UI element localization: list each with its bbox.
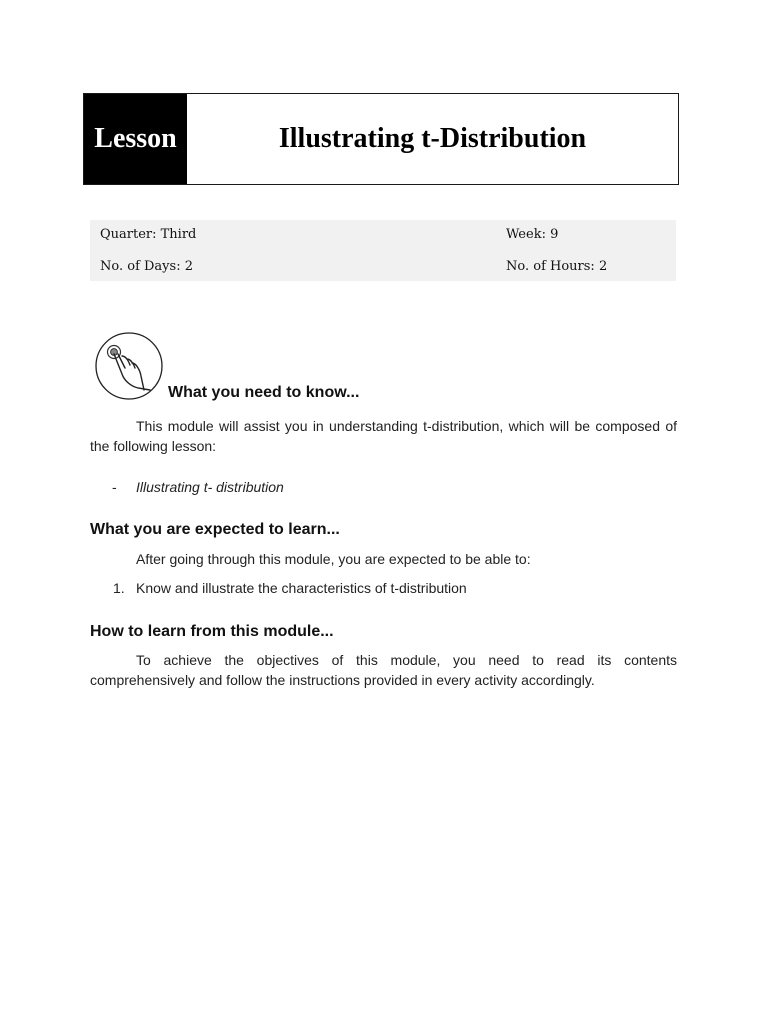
hand-pointer-icon (94, 332, 166, 400)
lesson-header (83, 93, 679, 185)
learn-intro: After going through this module, you are expected to be able to: (136, 551, 531, 567)
lesson-label: Lesson (84, 94, 187, 184)
week-info: Week: 9 (506, 227, 559, 242)
days-info: No. of Days: 2 (100, 259, 193, 274)
hours-info: No. of Hours: 2 (506, 259, 608, 274)
how-paragraph: To achieve the objectives of this module, you need to read its contents comprehensively and follow the instructions provided in every activity accordingly. (90, 652, 677, 688)
objective-text: Know and illustrate the characteristics of t-distribution (136, 580, 467, 596)
bullet-item: Illustrating t- distribution (136, 479, 284, 495)
lesson-title: Illustrating t-Distribution (278, 123, 587, 154)
bullet-marker: - (112, 479, 117, 495)
heading-how-to-learn: How to learn from this module... (90, 623, 334, 640)
heading-expected-to-learn: What you are expected to learn... (90, 521, 340, 538)
heading-what-you-need-to-know: What you need to know... (168, 384, 360, 401)
lesson-info-box (90, 220, 676, 281)
objective-number: 1. (113, 580, 125, 596)
quarter-info: Quarter: Third (100, 227, 197, 242)
intro-paragraph: This module will assist you in understanding t-distribution, which will be composed of the following lesson: (90, 418, 677, 454)
